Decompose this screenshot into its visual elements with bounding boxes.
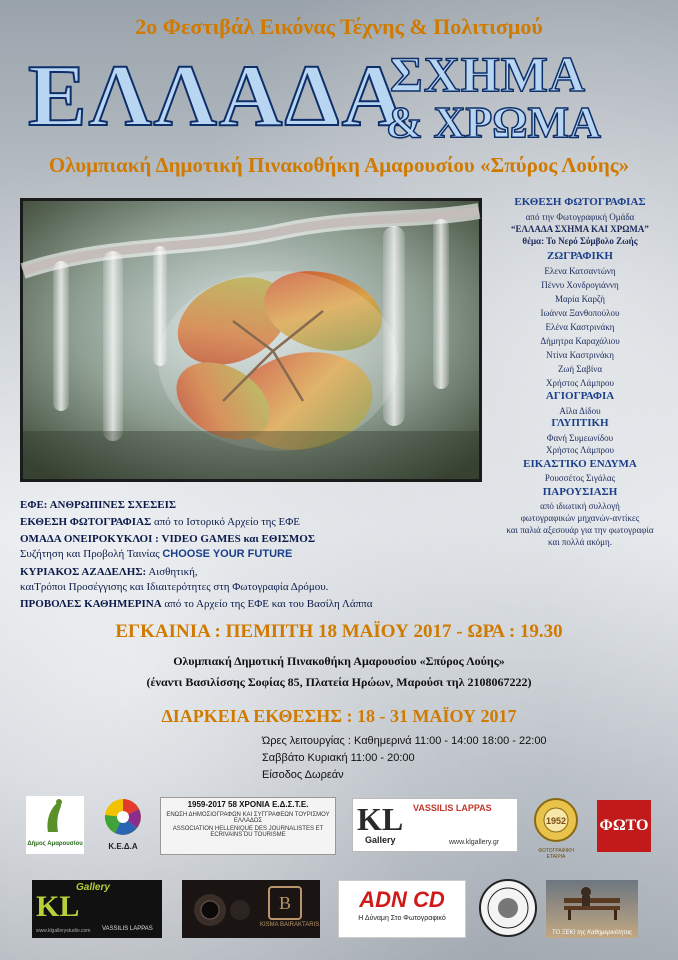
event-film-desc: Συζήτηση και Προβολή Ταινίας (20, 548, 160, 560)
logo-round-seal (478, 878, 538, 938)
event-screenings-desc: από το Αρχείο της ΕΦΕ και του Βασίλη Λάππα (161, 598, 373, 610)
event-line-azadelis (20, 566, 198, 578)
sidebar-sculpture-heading: ΓΛΥΠΤΙΚΗ (551, 417, 609, 429)
painter-name: Δήμητρα Καραχάλιου (540, 336, 620, 346)
opening-date: ΕΓΚΑΙΝΙΑ : ΠΕΜΠΤΗ 18 ΜΑΪΟΥ 2017 - ΩΡΑ : 19.30 (115, 621, 563, 642)
presentation-line: από ιδιωτική συλλογή (540, 501, 620, 511)
logo-kisma-bairaktaris (182, 880, 320, 938)
event-efe-title: ΕΦΕ: ΑΝΘΡΩΠΙΝΕΣ ΣΧΕΣΕΙΣ (20, 499, 177, 511)
presentation-line: φωτογραφικών μηχανών-αντίκες (520, 513, 640, 523)
painter-name: Ελένα Καστρινάκη (545, 322, 615, 332)
hero-photo-iced-leaves (20, 198, 482, 482)
painter-name: Μαρία Καρζή (554, 294, 606, 304)
opening-venue: Ολυμπιακή Δημοτική Πινακοθήκη Αμαρουσίου «Σπύρος Λούης» (173, 654, 505, 668)
venue-title: Ολυμπιακή Δημοτική Πινακοθήκη Αμαρουσίου «Σπύρος Λούης» (48, 153, 630, 177)
painter-name: Ιωάννα Ξανθοπούλου (540, 308, 620, 318)
sculptor-name: Φανή Συμεωνίδου (546, 433, 614, 443)
icon-artist-name: Αϊλα Δίδου (559, 406, 601, 416)
fotografiki-seal-icon (533, 797, 579, 843)
title-ellada: ΕΛΛΑΔΑ (28, 48, 408, 145)
keda-color-wheel-icon (103, 797, 143, 837)
fotografiki-label: ΦΩΤΟΓΡΑΦΙΚΗ ΕΤΑΙΡΙΑ (538, 848, 574, 860)
presentation-line: και πολλά ακόμη. (548, 537, 612, 547)
sidebar-photo-line: θέμα: Το Νερό Σύμβολο Ζωής (522, 236, 638, 246)
kl-website: www.klgallery.gr (449, 839, 500, 846)
sidebar-painting-heading: ΖΩΓΡΑΦΙΚΗ (547, 250, 613, 262)
adn-title: ADN CD (359, 887, 445, 912)
iced-leaves-illustration (23, 201, 479, 479)
event-line-oneirokykloi (20, 533, 315, 545)
logo-adn-cd (338, 880, 466, 938)
painter-name: Χρήστος Λάμπρου (545, 378, 615, 388)
festival-title: 2ο Φεστιβάλ Εικόνας Τέχνης & Πολιτισμού (135, 14, 543, 39)
opening-address: (έναντι Βασιλίσσης Σοφίας 85, Πλατεία Ηρώων, Μαρούσι τηλ 2108067222) (146, 675, 532, 689)
hours-weekday: Ώρες λειτουργίας : Καθημερινά 11:00 - 14:00 18:00 - 22:00 (262, 735, 547, 747)
hours-weekend: Σαββάτο Κυριακή 11:00 - 20:00 (262, 752, 415, 764)
logo-kl-gallery-studio (32, 880, 162, 938)
logo-keda (100, 797, 146, 853)
entrance-free: Είσοδος Δωρεάν (262, 769, 344, 781)
logo-fotografiki-etaireia (530, 797, 582, 860)
kisma-b-monogram: B (268, 886, 302, 920)
bench-label: ΤΟ ΞΕΚΙ της Καθημερινότητας (551, 930, 633, 936)
sidebar-photo-line: από την Φωτογραφική Ομάδα (525, 212, 635, 222)
painter-name: Ελενα Κατσαντώνη (544, 266, 616, 276)
sidebar-icon-heading: ΑΓΙΟΓΡΑΦΙΑ (545, 390, 615, 402)
kl-studio-word: Gallery (76, 882, 110, 893)
dress-artist-name: Ρουσσέτος Σιγάλας (544, 473, 616, 483)
marousi-figure-icon (26, 796, 84, 836)
event-azadelis-name: ΚΥΡΙΑΚΟΣ ΑΖΑΔΕΛΗΣ: (20, 566, 147, 578)
kl-vassilis-lappas: VASSILIS LAPPAS (413, 803, 492, 813)
logo-esdte (160, 797, 336, 855)
kisma-label: KISMA BAIRAKTARIS (260, 922, 320, 928)
kl-studio-web: www.klgallerystudio.com (36, 928, 91, 934)
keda-label: Κ.Ε.Δ.Α (108, 842, 138, 851)
event-photo-desc: από το Ιστορικό Αρχείο της ΕΦΕ (151, 516, 301, 528)
event-azadelis-topic: Αισθητική, (146, 566, 198, 578)
sidebar-dress-heading: ΕΙΚΑΣΤΙΚΟ ΕΝΔΥΜΑ (523, 458, 637, 470)
presentation-line: και παλιά αξεσουάρ για την φωτογραφία (506, 525, 654, 535)
event-line-photo-exhibit (20, 516, 300, 528)
kl-studio-name: VASSILIS LAPPAS (102, 926, 153, 932)
exhibition-duration: ΔΙΑΡΚΕΙΑ ΕΚΘΕΣΗΣ : 18 - 31 ΜΑΪΟΥ 2017 (161, 706, 517, 726)
event-line-film (20, 548, 292, 560)
event-screenings-title: ΠΡΟΒΟΛΕΣ ΚΑΘΗΜΕΡΙΝΑ (20, 598, 162, 610)
event-line-screenings (20, 598, 372, 610)
event-line-efe (20, 499, 176, 511)
title-schima: ΣΧΗΜΑ (390, 46, 586, 102)
logo-bench-photo (546, 880, 638, 938)
esdte-french: ASSOCIATION HELLENIQUE DES JOURNALISTES ET ECRIVAINS DU TOURISME (172, 826, 324, 838)
esdte-title: 1959-2017 58 ΧΡΟΝΙΑ Ε.Δ.Σ.Τ.Ε. (187, 800, 309, 809)
bench-icon (546, 880, 638, 920)
painter-name: Ντίνα Καστρινάκη (546, 350, 614, 360)
kl-letters: KL (357, 801, 404, 837)
event-oneirokykloi-title: ΟΜΑΔΑ ΟΝΕΙΡΟΚΥΚΛΟΙ : VIDEO GAMES και ΕΘΙΣΜΟΣ (20, 533, 316, 545)
painter-name: Ζωή Σαβίνα (557, 364, 603, 374)
round-seal-icon (478, 878, 538, 938)
adn-subtitle: Η Δύναμη Στο Φωτογραφικό (358, 915, 446, 922)
svg-text:1952: 1952 (545, 816, 567, 826)
event-line-street-photo: καιΤρόποι Προσέγγισης και Ιδιαιτερότητες στη Φωτογραφία Δρόμου. (20, 581, 329, 593)
kl-studio-letters: KL (36, 890, 80, 923)
sidebar-photo-line: “ΕΛΛΑΔΑ ΣΧΗΜΑ ΚΑΙ ΧΡΩΜΑ” (511, 224, 649, 234)
camera-lens-icon (182, 880, 262, 938)
logo-dimos-amarousiou (26, 796, 84, 854)
sculptor-name: Χρήστος Λάμπρου (545, 445, 615, 455)
kl-gallery-word: Gallery (365, 835, 396, 845)
sidebar-photo-heading: ΕΚΘΕΣΗ ΦΩΤΟΓΡΑΦΙΑΣ (514, 196, 646, 208)
painter-name: Πέννυ Χονδρογιάννη (541, 280, 619, 290)
marousi-label: Δήμος Αμαρουσίου (27, 841, 83, 847)
esdte-greek: ΕΝΩΣΗ ΔΗΜΟΣΙΟΓΡΑΦΩΝ ΚΑΙ ΣΥΓΓΡΑΦΕΩΝ ΤΟΥΡΙΣΜΟΥ ΕΛΛΑΔΟΣ (166, 812, 330, 824)
logo-foto: ΦΩΤΟ (597, 800, 651, 852)
event-photo-title: ΕΚΘΕΣΗ ΦΩΤΟΓΡΑΦΙΑΣ (20, 516, 152, 528)
logo-kl-gallery (352, 798, 518, 852)
event-film-title: CHOOSE YOUR FUTURE (162, 548, 293, 560)
title-chroma: & ΧΡΩΜΑ (386, 98, 601, 147)
sidebar-presentation-heading: ΠΑΡΟΥΣΙΑΣΗ (542, 486, 618, 498)
